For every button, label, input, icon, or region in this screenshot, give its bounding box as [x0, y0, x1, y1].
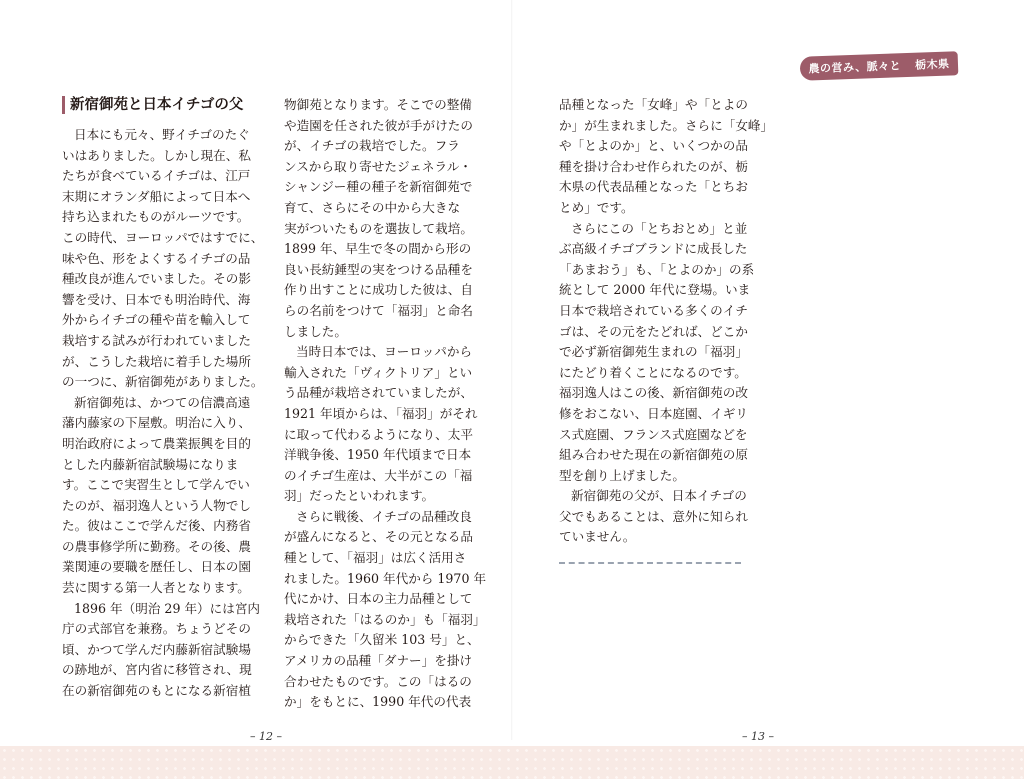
text-line: ぶ高級イチゴブランドに成長した: [559, 241, 748, 257]
text-line: とめ」です。: [559, 199, 634, 215]
text-line: に取って代わるようになり、太平: [284, 426, 473, 442]
text-line: ていません。: [559, 529, 636, 545]
text-line: 外からイチゴの種や苗を輸入して: [62, 312, 251, 328]
footer-pattern-band: [0, 746, 1024, 779]
text-line: いはありました。しかし現在、私: [62, 147, 251, 163]
text-line: の一つに、新宿御苑がありました。: [62, 374, 264, 390]
text-line: 1899 年、早生で冬の間から形の: [284, 241, 472, 257]
text-line: 明治政府によって農業振興を目的: [62, 435, 251, 451]
text-line: 新宿御苑の父が、日本イチゴの: [571, 488, 747, 504]
article-title: 新宿御苑と日本イチゴの父: [62, 93, 252, 117]
text-line: たちが食べているイチゴは、江戸: [62, 168, 251, 184]
text-line: らの名前をつけて「福羽」と命名: [284, 302, 473, 318]
page-number-left: – 12 –: [250, 730, 282, 743]
text-line: この時代、ヨーロッパではすでに、: [62, 229, 264, 245]
text-line: 業関連の要職を歴任し、日本の園: [62, 559, 251, 575]
text-line: 藩内藤家の下屋敷。明治に入り、: [62, 415, 251, 431]
text-line: 栽培された「はるのか」も「福羽」: [284, 611, 486, 627]
text-line: の跡地が、宮内省に移管され、現: [62, 662, 252, 678]
text-line: 末期にオランダ船によって日本へ: [62, 188, 251, 204]
text-line: か」をもとに、1990 年代の代表: [284, 694, 472, 710]
text-line: 持ち込まれたものがルーツです。: [62, 209, 250, 225]
text-line: 日本にも元々、野イチゴのたぐ: [74, 127, 250, 142]
text-line: 羽」だったといわれます。: [284, 488, 435, 504]
text-line: が、イチゴの栽培でした。フラ: [284, 138, 460, 154]
text-line: 物御苑となります。そこでの整備: [284, 97, 472, 112]
text-line: ンスから取り寄せたジェネラル・: [284, 158, 472, 174]
text-line: 種を掛け合わせ作られたのが、栃: [559, 158, 748, 174]
text-column-3: [559, 95, 774, 564]
text-column-2: [284, 95, 487, 713]
text-line: アメリカの品種「ダナー」を掛け: [284, 653, 473, 669]
text-line: からできた「久留米 103 号」と、: [284, 632, 480, 648]
text-line: 在の新宿御苑のもとになる新宿植: [62, 683, 251, 699]
text-line: 組み合わせた現在の新宿御苑の原: [559, 447, 748, 463]
text-column-1: [62, 93, 264, 702]
text-line: 合わせたものです。この「はるの: [284, 673, 472, 689]
text-line: 頃、かつて学んだ内藤新宿試験場: [62, 641, 251, 657]
text-line: う品種が栽培されていましたが、: [284, 385, 473, 401]
text-line: の農事修学所に勤務。その後、農: [62, 538, 251, 554]
text-line: 輸入された「ヴィクトリア」とい: [284, 364, 473, 380]
text-line: 庁の式部官を兼務。ちょうどその: [62, 621, 251, 637]
text-line: 日本で栽培されている多くのイチ: [559, 302, 748, 318]
text-line: 父でもあることは、意外に知られ: [559, 508, 748, 524]
text-line: しました。: [284, 323, 347, 339]
text-line: 実がついたものを選抜して栽培。: [284, 220, 473, 236]
text-line: が盛んになると、その元となる品: [284, 529, 473, 545]
text-line: 1921 年頃からは、「福羽」がそれ: [284, 405, 478, 421]
text-line: 統として 2000 年代に登場。いま: [559, 282, 751, 298]
text-line: 1896 年（明治 29 年）には宮内: [74, 600, 261, 616]
text-line: 品種となった「女峰」や「とよの: [559, 97, 748, 112]
text-line: さらに戦後、イチゴの品種改良: [296, 508, 472, 524]
text-line: ス式庭園、フランス式庭園などを: [559, 426, 748, 442]
text-line: 響を受け、日本でも明治時代、海: [62, 291, 251, 307]
text-line: ゴは、その元をたどれば、どこか: [559, 323, 748, 339]
text-line: のイチゴ生産は、大半がこの「福: [284, 467, 473, 483]
text-line: が、こうした栽培に着手した場所: [62, 353, 251, 369]
text-line: シャンジー種の種子を新宿御苑で: [284, 179, 473, 195]
text-line: で必ず新宿御苑生まれの「福羽」: [559, 344, 748, 360]
text-line: 味や色、形をよくするイチゴの品: [62, 250, 251, 266]
text-line: たのが、福羽逸人という人物でし: [62, 497, 251, 513]
end-of-article-rule: [559, 562, 741, 564]
text-line: 種として、「福羽」は広く活用さ: [284, 550, 467, 566]
text-line: た。彼はここで学んだ後、内務省: [62, 518, 251, 534]
section-label: 農の営み、脈々と: [808, 59, 902, 76]
text-line: や造園を任された彼が手がけたの: [284, 117, 473, 133]
text-line: 種改良が進んでいました。その影: [62, 271, 251, 287]
text-line: さらにこの「とちおとめ」と並: [571, 220, 748, 236]
text-line: や「とよのか」と、いくつかの品: [559, 138, 748, 154]
text-line: 代にかけ、日本の主力品種として: [284, 591, 473, 607]
page-number-right: – 13 –: [742, 730, 774, 743]
prefecture-label: 栃木県: [914, 57, 950, 72]
text-line: れました。1960 年代から 1970 年: [284, 570, 487, 586]
text-line: 洋戦争後、1950 年代頃まで日本: [284, 447, 472, 463]
text-line: す。ここで実習生として学んでい: [62, 477, 250, 493]
text-line: 福羽逸人はこの後、新宿御苑の改: [559, 385, 748, 401]
text-line: 芸に関する第一人者となります。: [62, 580, 250, 596]
text-line: 当時日本では、ヨーロッパから: [296, 344, 473, 360]
text-line: 修をおこない、日本庭園、イギリ: [559, 405, 748, 421]
text-line: 作り出すことに成功した彼は、自: [284, 282, 473, 298]
text-line: にたどり着くことになるのです。: [559, 364, 747, 380]
text-line: とした内藤新宿試験場になりま: [62, 456, 239, 472]
text-line: 良い長紡錘型の実をつける品種を: [284, 261, 473, 277]
page-fold: [511, 0, 513, 740]
section-header-tag: [800, 51, 959, 80]
text-line: 新宿御苑は、かつての信濃高遠: [74, 394, 251, 410]
text-line: 「あまおう」も、「とよのか」の系: [559, 261, 755, 277]
text-line: 木県の代表品種となった「とちお: [559, 179, 748, 195]
text-line: 栽培する試みが行われていました: [62, 332, 251, 348]
text-line: 育て、さらにその中から大きな: [284, 199, 461, 215]
text-line: か」が生まれました。さらに「女峰」: [559, 117, 774, 133]
text-line: 型を創り上げました。: [559, 467, 685, 483]
